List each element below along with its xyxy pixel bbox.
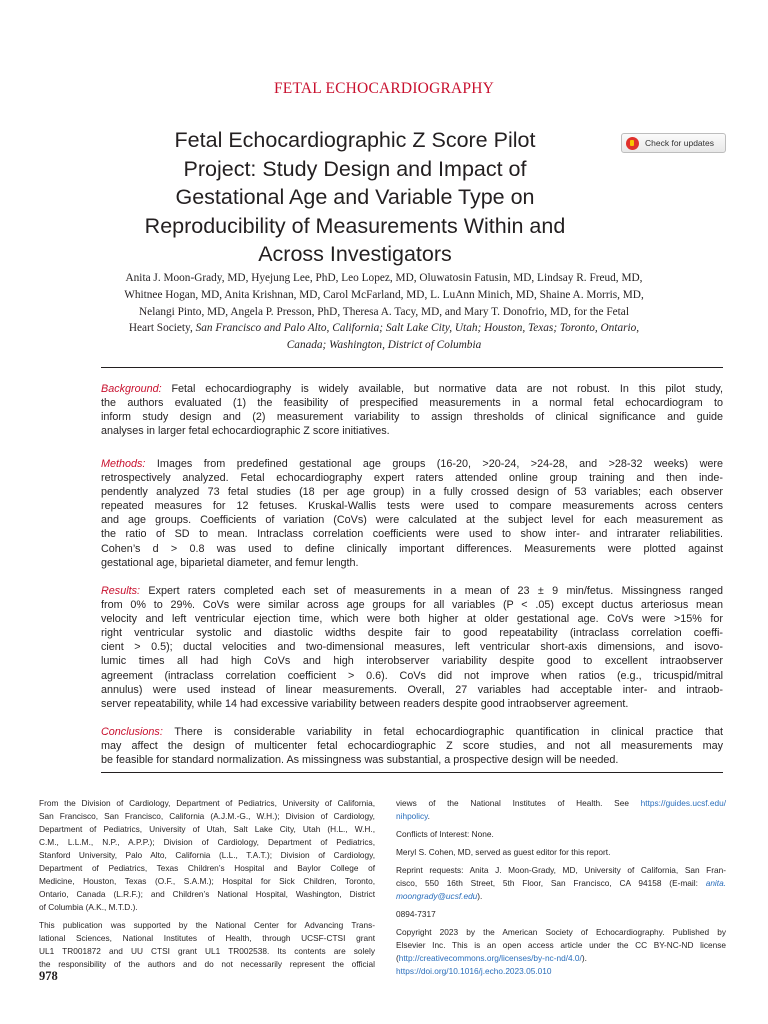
abstract-line: may affect the design of multicenter fetal echocardiographic Z score studies, and not all measurements may [101,740,723,753]
footnote-line: Copyright 2023 by the American Society of Echocardiography. Published by [396,927,726,937]
email-link-cont[interactable]: moongrady@ucsf.edu [396,891,478,901]
nih-policy-link[interactable]: https://guides.ucsf.edu/ [640,798,726,808]
author-line [84,320,684,337]
footnote-line: C.M., L.L.M., N.P., A.P.P.); Division of Cardiology, Department of Pediatrics, [39,837,375,847]
title-line: Gestational Age and Variable Type on [175,185,535,209]
author-locations: San Francisco and Palo Alto, California; Salt Lake City, Utah; Houston, Texas; Toronto, Ontario, [195,322,640,335]
footnote-line: Department of Pediatrics, University of Utah, Salt Lake City, Utah (H.L., W.H., [39,824,375,834]
footnote-line [396,797,726,810]
abstract-line: Cohen’s d > 0.8 was used to define clinically important differences. Measurements were plotted against [101,542,723,555]
footnote-line: Medicine, Houston, Texas (O.F., S.A.M.); Hospital for Sick Children, Toronto, [39,876,375,886]
footnote-line: UL1 TR001872 and UU CTSI grant UL1 TR002538. Its contents are solely [39,946,375,956]
abstract-text: Expert raters completed each set of measurements in a mean of 23 ± 9 min/fetus. Missingness ranged [140,585,723,597]
abstract-methods [101,457,723,570]
check-for-updates-button[interactable] [621,133,726,153]
footnote-text: . [427,811,430,821]
footnote-line: the responsibility of the authors and do not necessarily represent the official [39,959,375,969]
abstract-line: velocity and left ventricular ejection time, which were both higher at older gestational age. CoVs were >15% for [101,613,723,626]
footnote-line: Stanford University, Palo Alto, California (L.L., T.A.T.); Division of Cardiology, [39,850,375,860]
conclusions-heading: Conclusions: [101,726,163,738]
reprint-note [396,864,726,903]
doi-link[interactable]: https://doi.org/10.1016/j.echo.2023.05.010 [396,966,552,976]
abstract-line: gestational age, biparietal diameter, and femur length. [101,556,359,569]
crossmark-icon [626,137,639,150]
abstract-line: cient > 0.5); ductal velocities and two-dimensional measures, left ventricular short-axis dimensions, and isovo- [101,641,723,654]
abstract [101,367,723,773]
abstract-line: the authors evaluated (1) the feasibility of prespecified measurements in a normal fetal echocardiogram to [101,397,723,410]
issn-note [396,908,726,921]
title-line: Reproducibility of Measurements Within and [144,213,566,238]
abstract-line: repeated measures for 12 fetuses. Kruskal-Wallis tests were used to compare measurements across centers [101,500,723,513]
abstract-line: analyses in larger fetal echocardiographic Z score initiatives. [101,425,390,438]
author-line: Nelangi Pinto, MD, Angela P. Presson, PhD, Theresa A. Tacy, MD, and Mary T. Donofrio, MD, for the Fetal [139,305,629,318]
abstract-line [101,725,723,739]
copyright-note [396,926,726,978]
footnotes-left-column [39,797,375,976]
author-locations-cont: Canada; Washington, District of Columbia [286,339,482,352]
conflicts-note [396,828,726,841]
abstract-background [101,382,723,438]
footnote-line: Reprint requests: Anita J. Moon-Grady, MD, University of California, San Fran- [396,865,726,875]
footnote-line [396,810,726,823]
footnote-line: Conflicts of Interest: None. [396,829,494,839]
footnote-line: San Francisco, San Francisco, California (A.J.M.-G., W.H.); Division of Cardiology, [39,811,375,821]
background-heading: Background: [101,383,162,395]
author-list [84,270,684,354]
abstract-results [101,584,723,711]
author-line [84,337,684,354]
abstract-line: inform study design and (2) measurement variability to assign thresholds of clinical significance and guide [101,411,723,424]
guest-editor-note [396,846,726,859]
abstract-line: annulus) were used instead of linear measurements. Overall, 27 variables had acceptable inter- and intraob- [101,683,723,696]
abstract-line: server repeatability, while 14 had excessive variability between readers despite good intraobserver agreement. [101,697,629,710]
footnote-line [396,952,726,965]
abstract-text: Fetal echocardiography is widely available, but normative data are not robust. In this pilot study, [161,383,723,395]
methods-heading: Methods: [101,458,146,470]
nih-policy-link-cont[interactable]: nihpolicy [396,811,428,821]
section-label: FETAL ECHOCARDIOGRAPHY [273,80,495,97]
results-heading: Results: [101,585,141,597]
abstract-line: and age groups. Coefficients of variation (CoVs) were calculated at the subject level for each measurement as [101,514,723,527]
nih-views-note [396,797,726,823]
author-group-prefix: Heart Society, [128,322,196,335]
author-line: Whitnee Hogan, MD, Anita Krishnan, MD, Carol McFarland, MD, L. LuAnn Minich, MD, Shaine A. Morris, MD, [124,288,644,301]
footnote-line: Elsevier Inc. This is an open access article under the CC BY-NC-ND license [396,940,726,950]
footnote-line: This publication was supported by the National Center for Advancing Trans- [39,920,375,930]
footnote-text: ). [581,953,587,963]
abstract-conclusions [101,725,723,767]
author-line: Anita J. Moon-Grady, MD, Hyejung Lee, PhD, Leo Lopez, MD, Oluwatosin Fatusin, MD, Lindsay R. Freud, MD, [125,272,643,284]
abstract-line: from 0% to 29%. CoVs were similar across age groups for all variables (P < .05) except ductus arteriosus mean [101,599,723,612]
footnote-line: of Columbia (A.K., M.T.D.). [39,902,138,912]
abstract-text: There is considerable variability in fetal echocardiographic quantification in clinical practice that [162,726,723,738]
footnote-line [396,890,726,903]
check-for-updates-label: Check for updates [645,138,714,148]
footnote-text: ). [477,891,483,901]
title-line: Project: Study Design and Impact of [183,156,527,181]
abstract-line: retrospectively analyzed. Fetal echocardiography expert raters attended online group training and then inde- [101,472,723,485]
license-link[interactable]: http://creativecommons.org/licenses/by-nc-nd/4.0/ [398,953,582,963]
footnote-text: cisco, 550 16th Street, 5th Floor, San Francisco, CA 94158 (E-mail: [396,878,706,888]
footnote-line [396,965,726,978]
email-link[interactable]: anita. [705,878,726,888]
footnote-text: ( [396,953,399,963]
abstract-line: be feasible for standard normalization. As missingness was substantial, a prospective design will be needed. [101,754,619,767]
abstract-line [101,584,723,598]
abstract-line [101,382,723,396]
title-line: Fetal Echocardiographic Z Score Pilot [174,128,536,152]
abstract-text: Images from predefined gestational age groups (16-20, >20-24, >24-28, and >28-32 weeks) were [145,458,723,470]
footnote-line: Meryl S. Cohen, MD, served as guest editor for this report. [396,847,611,857]
abstract-line: lumic times all had high CoVs and high interobserver variability despite good to excellent intraobserver [101,655,723,668]
footnote-line: lational Sciences, National Institutes of Health, through UCSF-CTSI grant [39,933,375,943]
footnote-line [396,877,726,890]
abstract-line: pendently analyzed 73 fetal studies (18 per age group) in a fully crossed design of 53 variables; each observer [101,486,723,499]
footnotes-right-column [396,797,726,983]
abstract-line: agreement (intraclass correlation coefficient > 0.6). CoVs did not improve when ratios (e.g., tricuspid/mitral [101,669,723,682]
footnote-line: Ontario, Canada (L.R.F.); and Children’s National Hospital, Washington, District [39,889,375,899]
title-line: Across Investigators [258,242,452,266]
footnote-line: 0894-7317 [396,909,436,919]
abstract-line: the ratio of SD to mean. Intraclass correlation coefficients were used to show inter- and intrarater reliabilities. [101,528,723,541]
footnote-line: From the Division of Cardiology, Department of Pediatrics, University of California, [39,798,375,808]
abstract-line: right ventricular systolic and diastolic widths despite fair to good repeatability (intraclass correlation coeffi- [101,627,723,640]
funding-note [39,919,375,971]
affiliations-note [39,797,375,914]
footnote-text: views of the National Institutes of Health. See [396,798,641,808]
page-number: 978 [39,969,58,983]
abstract-line [101,457,723,471]
footnote-line: Department of Pediatrics, Texas Children’s Hospital and Baylor College of [39,863,375,873]
article-title [110,126,600,269]
